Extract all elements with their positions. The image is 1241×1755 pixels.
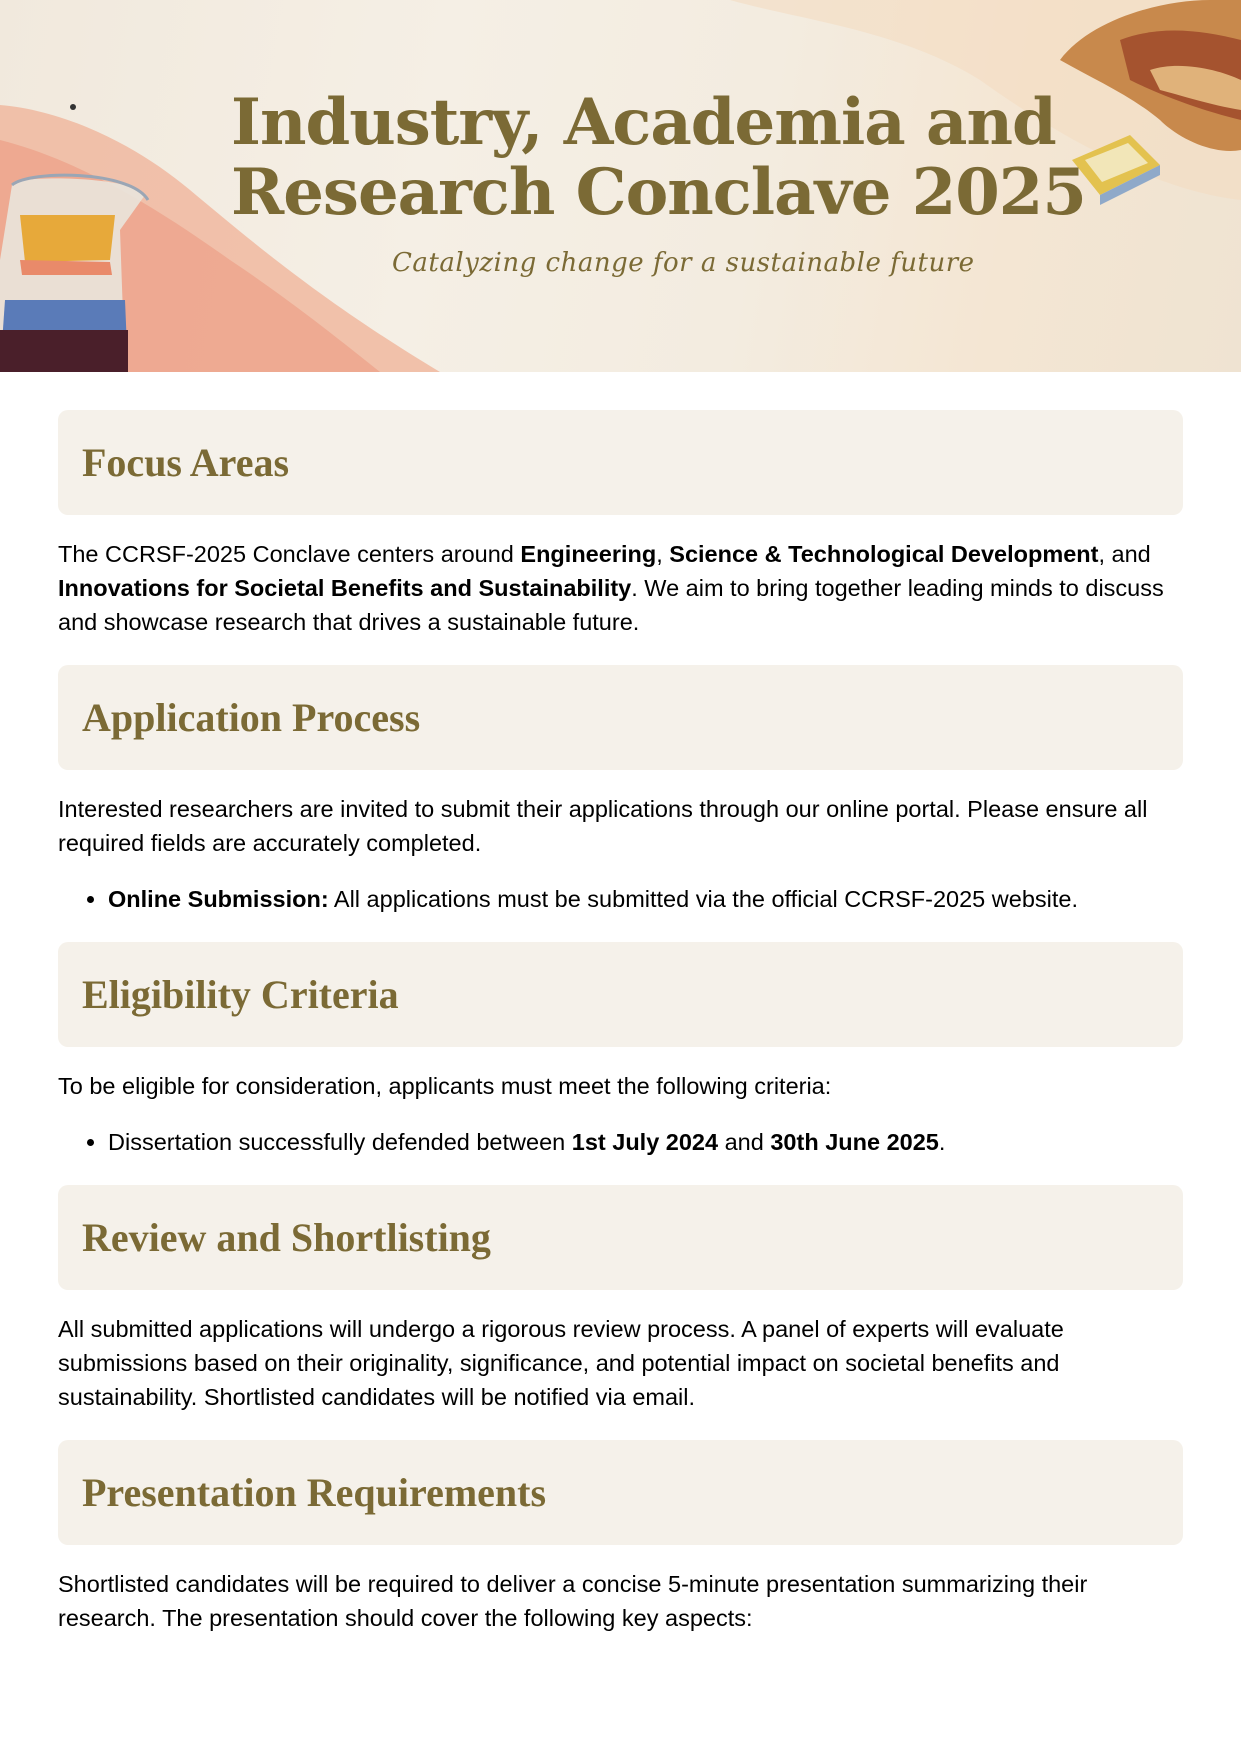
text: The CCRSF-2025 Conclave centers around (58, 541, 521, 567)
section-header-review-shortlisting (58, 1185, 1183, 1290)
eligibility-list (58, 1125, 1183, 1159)
list-item (108, 882, 1183, 916)
bold-text: 1st July 2024 (571, 1129, 719, 1155)
presentation-paragraph: Shortlisted candidates will be required to deliver a concise 5-minute presentation summarizing their research. The presentation should cover the following key aspects: (58, 1571, 1088, 1631)
title-line-2: Research Conclave 2025 (231, 155, 1086, 230)
section-heading: Focus Areas (82, 440, 290, 485)
text: . (938, 1129, 946, 1155)
text: , and (1098, 541, 1151, 567)
application-paragraph: Interested researchers are invited to submit their applications through our online portal. Please ensure all required fields are accurately completed. (58, 796, 1148, 856)
text: Dissertation successfully defended between (108, 1129, 572, 1155)
banner-title (231, 85, 1086, 230)
text: and (718, 1129, 771, 1155)
section-heading: Eligibility Criteria (82, 972, 399, 1017)
title-line-1: Industry, Academia and (231, 85, 1056, 160)
section-heading: Application Process (82, 695, 421, 740)
content (58, 410, 1183, 1661)
section-header-presentation-requirements (58, 1440, 1183, 1545)
text: . We aim to bring together leading minds to discuss and showcase research that drives a sustainable future. (58, 575, 1164, 635)
application-list (58, 882, 1183, 916)
section-header-eligibility-criteria (58, 942, 1183, 1047)
section-header-application-process (58, 665, 1183, 770)
bold-text: Engineering (520, 541, 657, 567)
list-item (108, 1125, 1183, 1159)
bold-text: Online Submission: (108, 886, 329, 912)
eligibility-paragraph: To be eligible for consideration, applicants must meet the following criteria: (58, 1073, 832, 1099)
bold-text: 30th June 2025 (770, 1129, 939, 1155)
bold-text: Innovations for Societal Benefits and Sustainability (58, 575, 632, 601)
section-header-focus-areas (58, 410, 1183, 515)
section-heading: Presentation Requirements (82, 1470, 547, 1515)
bold-text: Science & Technological Development (669, 541, 1099, 567)
banner-subtitle: Catalyzing change for a sustainable future (392, 248, 975, 278)
text: , (656, 541, 670, 567)
review-paragraph: All submitted applications will undergo a rigorous review process. A panel of experts will evaluate submissions based on their originality, significance, and potential impact on societal benefits and sustainability. Shortlisted candidates will be notified via email. (58, 1316, 1064, 1410)
focus-areas-paragraph (58, 537, 1183, 639)
section-heading: Review and Shortlisting (82, 1215, 491, 1260)
text: All applications must be submitted via the official CCRSF-2025 website. (328, 886, 1078, 912)
header-banner (0, 0, 1241, 372)
